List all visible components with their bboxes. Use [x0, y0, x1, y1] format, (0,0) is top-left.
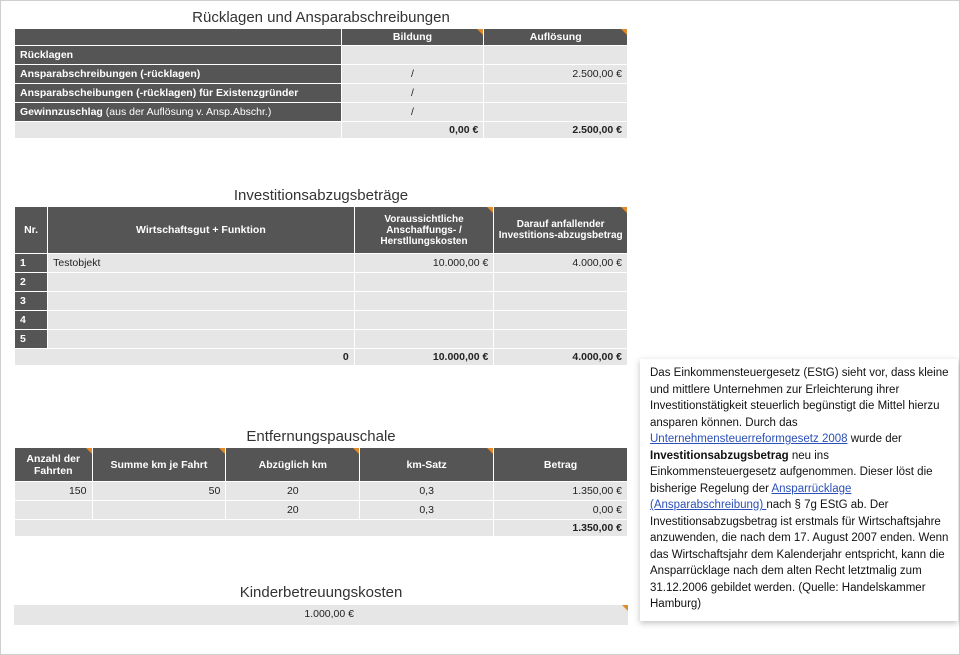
- sum-betrag: 4.000,00 €: [494, 349, 627, 365]
- sum-blank: [15, 122, 341, 138]
- link-ansparruecklage[interactable]: Ansparrücklage (Ansparabschreibung): [650, 482, 852, 511]
- note-text-4: nach § 7g EStG ab. Der Investitionsabzugsbetrag ist erstmals für Wirtschaftsjahre anzuwenden, die nach dem 17. August 2007 enden. Wenn das Wirtschaftsjahr dem Kalenderjahr entspricht, kann die Ansparrücklage nach dem alten Recht letztmalig zum 31.12.2006 gebildet werden. (Quelle: Handelskammer Hamburg): [650, 499, 949, 610]
- note-text-1: Das Einkommensteuergesetz (EStG) sieht vor, dass kleine und mittlere Unternehmen zur Erleichterung ihrer Investitionstätigkeit steuerlich begünstigt die Mittel hierzu ansparen können. Durch das: [650, 367, 949, 429]
- col-kosten-header: Voraussichtliche Anschaffungs- / Herstllungskosten: [355, 207, 494, 253]
- kosten-input[interactable]: [355, 330, 494, 348]
- row-nr: 5: [15, 330, 47, 348]
- betrag-value: 1.350,00 €: [494, 482, 627, 500]
- sum-count: 0: [15, 349, 354, 365]
- abzueglich-input[interactable]: 20: [226, 482, 359, 500]
- row-nr: 2: [15, 273, 47, 291]
- sum-bildung: 0,00 €: [342, 122, 484, 138]
- entfernung-title: Entfernungspauschale: [246, 428, 396, 445]
- betrag-value: [494, 311, 627, 329]
- row-nr: 3: [15, 292, 47, 310]
- betrag-value: 4.000,00 €: [494, 254, 627, 272]
- gewinnzuschlag-suffix: (aus der Auflösung v. Ansp.Abschr.): [102, 106, 272, 118]
- kinder-input[interactable]: [14, 605, 628, 625]
- table-row: [15, 482, 627, 500]
- col-abzueglich-header: Abzüglich km: [226, 448, 359, 481]
- table-row: [15, 330, 627, 348]
- col-fahrten-header: Anzahl der Fahrten: [15, 448, 92, 481]
- row-nr: 4: [15, 311, 47, 329]
- wirtschaftsgut-input[interactable]: [48, 273, 354, 291]
- betrag-value: [494, 292, 627, 310]
- sum-row: [15, 122, 627, 138]
- aufloesung-input[interactable]: [484, 84, 627, 102]
- kosten-input[interactable]: [355, 273, 494, 291]
- table-row: [15, 103, 627, 121]
- sum-row: [15, 520, 627, 536]
- note-text-3: neu ins Einkommensteuergesetz aufgenommen. Dieser löst die bisherige Regelung der: [650, 449, 933, 495]
- table-row: [15, 46, 627, 64]
- sum-aufloesung: 2.500,00 €: [484, 122, 627, 138]
- table-row: [15, 273, 627, 291]
- col-bildung-header: Bildung: [342, 29, 484, 45]
- satz-input[interactable]: 0,3: [360, 482, 493, 500]
- table-row: [15, 292, 627, 310]
- bildung-input[interactable]: /: [342, 103, 484, 121]
- kosten-input[interactable]: [355, 311, 494, 329]
- ruecklagen-header-blank: [15, 29, 341, 45]
- table-row: [15, 65, 627, 83]
- col-km-header: Summe km je Fahrt: [93, 448, 226, 481]
- col-aufloesung-header: Auflösung: [484, 29, 627, 45]
- bildung-input[interactable]: [342, 46, 484, 64]
- table-row: [15, 311, 627, 329]
- wirtschaftsgut-input[interactable]: [48, 330, 354, 348]
- gewinnzuschlag-label: Gewinnzuschlag: [20, 106, 103, 118]
- km-input[interactable]: 50: [93, 482, 226, 500]
- note-bold-investitionsabzugsbetrag: Investitionsabzugsbetrag: [650, 449, 789, 462]
- bildung-input[interactable]: /: [342, 65, 484, 83]
- kinder-value: 1.000,00 €: [304, 608, 354, 620]
- row-nr: 1: [15, 254, 47, 272]
- aufloesung-input[interactable]: 2.500,00 €: [484, 65, 627, 83]
- aufloesung-input[interactable]: [484, 103, 627, 121]
- table-row: [15, 501, 627, 519]
- entfernung-table: [14, 447, 628, 537]
- kinder-title: Kinderbetreuungskosten: [239, 584, 403, 601]
- wirtschaftsgut-input[interactable]: Testobjekt: [48, 254, 354, 272]
- kosten-input[interactable]: 10.000,00 €: [355, 254, 494, 272]
- row-label-existenzgruender: Ansparabscheibungen (-rücklagen) für Existenzgründer: [15, 84, 341, 102]
- table-row: [15, 84, 627, 102]
- sum-row: [15, 349, 627, 365]
- investition-table: [14, 206, 628, 366]
- col-betrag-header: Betrag: [494, 448, 627, 481]
- betrag-value: [494, 273, 627, 291]
- investition-title: Investitionsabzugsbeträge: [233, 187, 409, 204]
- ruecklagen-title: Rücklagen und Ansparabschreibungen: [192, 9, 450, 26]
- betrag-value: [494, 330, 627, 348]
- col-satz-header: km-Satz: [360, 448, 493, 481]
- wirtschaftsgut-input[interactable]: [48, 311, 354, 329]
- abzueglich-input[interactable]: 20: [226, 501, 359, 519]
- col-betrag-header: Darauf anfallender Investitions-abzugsbetrag: [494, 207, 627, 253]
- note-text-2: wurde der: [847, 433, 902, 445]
- info-note: [640, 359, 958, 621]
- aufloesung-input[interactable]: [484, 46, 627, 64]
- ruecklagen-table: [14, 28, 628, 139]
- fahrten-input[interactable]: [15, 501, 92, 519]
- row-label-ruecklagen: Rücklagen: [15, 46, 341, 64]
- link-unternehmensteuerreformgesetz[interactable]: Unternehmensteuerreformgesetz 2008: [650, 433, 848, 445]
- betrag-value: 0,00 €: [494, 501, 627, 519]
- row-label-gewinnzuschlag: [15, 103, 341, 121]
- kosten-input[interactable]: [355, 292, 494, 310]
- wirtschaftsgut-input[interactable]: [48, 292, 354, 310]
- fahrten-input[interactable]: 150: [15, 482, 92, 500]
- km-input[interactable]: [93, 501, 226, 519]
- row-label-ansparabschreibungen: Ansparabschreibungen (-rücklagen): [15, 65, 341, 83]
- satz-input[interactable]: 0,3: [360, 501, 493, 519]
- col-wirtschaftsgut-header: Wirtschaftsgut + Funktion: [48, 207, 354, 253]
- sum-blank: [15, 520, 493, 536]
- col-nr-header: Nr.: [15, 207, 47, 253]
- bildung-input[interactable]: /: [342, 84, 484, 102]
- table-row: [15, 254, 627, 272]
- sum-betrag: 1.350,00 €: [494, 520, 627, 536]
- sum-kosten: 10.000,00 €: [355, 349, 494, 365]
